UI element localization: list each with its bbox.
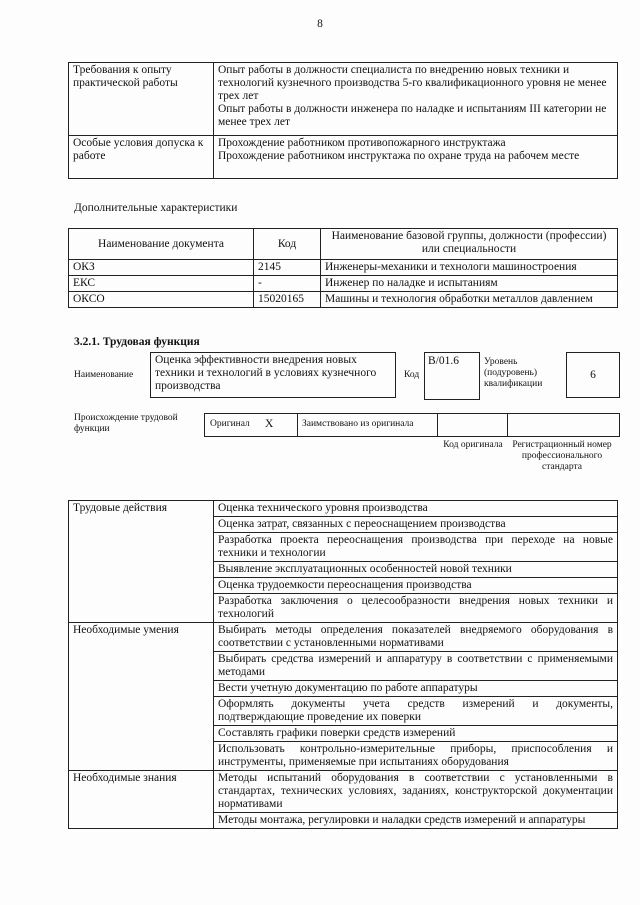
list-item: Методы испытаний оборудования в соответствии с установленными в стандартах, технических условиях, заданиях, конструкторской документации нормативами xyxy=(214,771,618,813)
table-cell: 2145 xyxy=(254,260,321,276)
table-row xyxy=(69,501,618,517)
qualification-level-label: Уровень (подуровень) квалификации xyxy=(484,357,543,389)
group-label: Трудовые действия xyxy=(69,501,214,623)
group-label: Необходимые умения xyxy=(69,623,214,771)
table-cell: ЕКС xyxy=(69,276,254,292)
registration-number-label: Регистрационный номер профессионального стандарта xyxy=(512,440,612,472)
table-row xyxy=(69,63,618,136)
extra-characteristics-title: Дополнительные характеристики xyxy=(74,202,238,214)
origin-divider xyxy=(297,414,298,436)
list-item: Оценка затрат, связанных с переоснащением производства xyxy=(214,517,618,533)
list-item: Оценка технического уровня производства xyxy=(214,501,618,517)
table-row xyxy=(69,771,618,813)
row-label: Особые условия допуска к работе xyxy=(69,136,214,179)
paragraph: Прохождение работником инструктажа по охране труда на рабочем месте xyxy=(218,150,580,162)
table-header-row xyxy=(69,229,618,260)
experience-table xyxy=(68,62,618,179)
name-label: Наименование xyxy=(74,370,134,380)
original-label: Оригинал xyxy=(210,419,250,429)
list-item: Оформлять документы учета средств измерений и документы, подтверждающие проведение их поверки xyxy=(214,697,618,726)
group-label: Необходимые знания xyxy=(69,771,214,829)
table-cell: Машины и технология обработки металлов давлением xyxy=(321,292,618,308)
table-row xyxy=(69,136,618,179)
row-content xyxy=(214,63,618,136)
original-mark: X xyxy=(265,418,274,430)
list-item: Выявление эксплуатационных особенностей новой техники xyxy=(214,562,618,578)
qualification-level-box: 6 xyxy=(566,352,620,398)
list-item: Оценка трудоемкости переоснащения производства xyxy=(214,578,618,594)
list-item: Вести учетную документацию по работе аппаратуры xyxy=(214,681,618,697)
function-name-box: Оценка эффективности внедрения новых техники и технологий в условиях кузнечного производства xyxy=(150,352,396,398)
origin-box xyxy=(204,413,620,437)
column-header: Наименование базовой группы, должности (профессии) или специальности xyxy=(321,229,618,260)
list-item: Выбирать средства измерений и аппаратуру в соответствии с применяемыми методами xyxy=(214,652,618,681)
list-item: Выбирать методы определения показателей внедряемого оборудования в соответствии с установленными нормативами xyxy=(214,623,618,652)
origin-label: Происхождение трудовой функции xyxy=(74,413,178,434)
function-details-table xyxy=(68,500,618,829)
list-item: Использовать контрольно-измерительные приборы, приспособления и инструменты, применяемые при испытаниях оборудования xyxy=(214,742,618,771)
table-cell: ОКСО xyxy=(69,292,254,308)
paragraph: Прохождение работником противопожарного инструктажа xyxy=(218,137,506,149)
origin-divider xyxy=(437,414,438,436)
table-row xyxy=(69,276,618,292)
code-original-label: Код оригинала xyxy=(443,440,503,450)
table-row xyxy=(69,623,618,652)
row-content xyxy=(214,136,618,179)
table-cell: 15020165 xyxy=(254,292,321,308)
origin-divider xyxy=(507,414,508,436)
characteristics-table xyxy=(68,228,618,308)
list-item: Составлять графики поверки средств измерений xyxy=(214,726,618,742)
table-cell: - xyxy=(254,276,321,292)
table-cell: ОКЗ xyxy=(69,260,254,276)
section-title: 3.2.1. Трудовая функция xyxy=(74,336,200,348)
paragraph: Опыт работы в должности инженера по наладке и испытаниям III категории не менее трех лет xyxy=(218,103,607,128)
table-row xyxy=(69,260,618,276)
table-cell: Инженеры-механики и технологи машиностроения xyxy=(321,260,618,276)
column-header: Код xyxy=(254,229,321,260)
row-label: Требования к опыту практической работы xyxy=(69,63,214,136)
page-number: 8 xyxy=(317,18,323,30)
list-item: Разработка проекта переоснащения производства при переходе на новые техники и технологии xyxy=(214,533,618,562)
column-header: Наименование документа xyxy=(69,229,254,260)
borrowed-label: Заимствовано из оригинала xyxy=(302,419,414,429)
list-item: Разработка заключения о целесообразности внедрения новых техники и технологий xyxy=(214,594,618,623)
table-cell: Инженер по наладке и испытаниям xyxy=(321,276,618,292)
function-code-box: B/01.6 xyxy=(424,352,480,400)
paragraph: Опыт работы в должности специалиста по внедрению новых техники и технологий кузнечного производства 5-го квалификационного уровня не менее трех лет xyxy=(218,64,607,102)
list-item: Методы монтажа, регулировки и наладки средств измерений и аппаратуры xyxy=(214,813,618,829)
code-label: Код xyxy=(404,370,420,380)
table-row xyxy=(69,292,618,308)
